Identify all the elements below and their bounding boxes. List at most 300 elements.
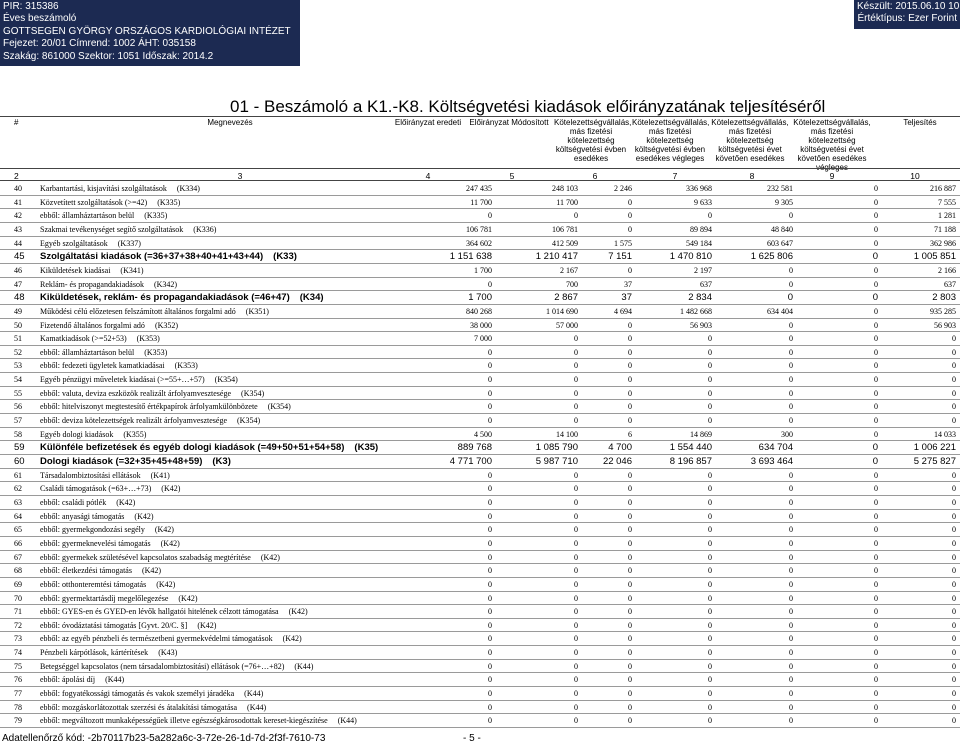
table-row (0, 319, 960, 332)
row-value: 5 987 710 (535, 456, 578, 467)
row-value: 0 (874, 470, 878, 480)
header-line: PIR: 315386 (3, 1, 59, 12)
col-modified: Előirányzat Módosított (469, 118, 549, 127)
header-line: Éves beszámoló (3, 13, 77, 25)
row-label-text: ebből: ápolási díj (40, 675, 96, 685)
row-label-text: ebből: deviza kötelezettségek realizált árfolyamvesztesége (40, 416, 228, 426)
row-value: 0 (708, 470, 712, 480)
row-value: 0 (628, 538, 632, 548)
row-value: 0 (789, 579, 793, 589)
row-value: 0 (874, 675, 878, 685)
row-value: 0 (708, 538, 712, 548)
row-label-text: Szolgáltatási kiadások (=36+37+38+40+41+43+44) (40, 251, 264, 263)
row-value: 0 (952, 334, 956, 344)
row-label (40, 634, 302, 643)
row-value: 0 (488, 702, 492, 712)
row-label-text: ebből: gyermekek születésével kapcsolatos szabadság megtérítése (40, 552, 251, 562)
row-value: 0 (952, 593, 956, 603)
row-value: 0 (874, 593, 878, 603)
row-label-text: ebből: családi pótlék (40, 497, 107, 507)
row-value: 0 (708, 361, 712, 371)
row-value: 7 151 (608, 251, 632, 263)
row-code: (K353) (174, 361, 198, 371)
row-number: 46 (14, 265, 22, 275)
row-label (40, 375, 238, 384)
row-label (40, 512, 154, 521)
row-value: 0 (488, 566, 492, 576)
row-label-text: ebből: otthonteremtési támogatás (40, 579, 147, 589)
row-value: 0 (488, 661, 492, 671)
table-row (0, 632, 960, 645)
row-value: 22 046 (602, 456, 632, 467)
row-number: 41 (14, 197, 22, 207)
row-code: (K35) (354, 442, 379, 454)
row-label (40, 539, 180, 548)
row-label (40, 471, 170, 480)
row-value: 1 700 (468, 292, 492, 304)
row-label (40, 594, 198, 603)
row-value: 0 (488, 279, 492, 289)
row-code: (K42) (178, 593, 198, 603)
row-value: 0 (952, 648, 956, 658)
row-value: 0 (789, 552, 793, 562)
col-number: 3 (237, 171, 243, 181)
row-value: 0 (628, 224, 632, 234)
row-value: 0 (789, 538, 793, 548)
row-value: 4 694 (614, 306, 632, 316)
row-value: 0 (628, 593, 632, 603)
row-value: 0 (789, 607, 793, 617)
row-value: 0 (574, 211, 578, 221)
row-value: 0 (789, 497, 793, 507)
row-value: 0 (789, 484, 793, 494)
col-number: 8 (749, 171, 755, 181)
row-label (40, 703, 266, 712)
table-row (0, 414, 960, 427)
table-row (0, 196, 960, 209)
row-value: 0 (952, 416, 956, 426)
table-row (0, 714, 960, 727)
row-value: 9 633 (694, 197, 712, 207)
row-value: 0 (787, 292, 793, 304)
row-label-text: ebből: valuta, deviza eszközök realizált árfolyamvesztesége (40, 388, 232, 398)
row-value: 0 (952, 634, 956, 644)
row-label (40, 334, 160, 343)
row-value: 0 (952, 661, 956, 671)
row-value: 37 (621, 292, 632, 304)
row-value: 37 (624, 279, 632, 289)
row-value: 637 (700, 279, 712, 289)
row-number: 51 (14, 334, 22, 344)
row-value: 56 903 (690, 320, 712, 330)
row-value: 247 435 (466, 184, 492, 193)
row-code: (K42) (154, 525, 174, 535)
row-value: 0 (952, 470, 956, 480)
footer-page-number: - 5 - (463, 733, 481, 744)
row-label (40, 716, 357, 725)
header-line: Készült: 2015.06.10 10:50 (857, 1, 973, 12)
row-value: 0 (574, 702, 578, 712)
row-number: 79 (14, 716, 22, 726)
row-value: 0 (708, 375, 712, 385)
row-number: 40 (14, 184, 22, 193)
row-value: 1 005 851 (913, 251, 956, 263)
table-row (0, 469, 960, 482)
row-code: (K342) (153, 279, 178, 289)
row-value: 14 869 (690, 429, 712, 439)
row-label-text: Egyéb dologi kiadások (40, 429, 114, 439)
row-value: 0 (874, 497, 878, 507)
row-code: (K44) (244, 689, 264, 699)
table-row (0, 441, 960, 454)
row-code: (K42) (288, 607, 308, 617)
row-value: 0 (872, 442, 878, 454)
table-row (0, 592, 960, 605)
row-value: 0 (574, 716, 578, 726)
table-row (0, 332, 960, 345)
row-value: 0 (488, 689, 492, 699)
row-value: 634 704 (758, 442, 793, 454)
row-code: (K42) (197, 620, 217, 630)
row-code: (K44) (337, 716, 357, 726)
row-code: (K42) (116, 497, 136, 507)
row-label (40, 607, 308, 616)
row-code: (K337) (117, 238, 141, 248)
row-value: 0 (789, 702, 793, 712)
row-value: 1 554 440 (669, 442, 712, 454)
row-value: 0 (874, 306, 878, 316)
row-value: 0 (488, 634, 492, 644)
row-value: 0 (488, 388, 492, 398)
row-value: 0 (874, 689, 878, 699)
row-value: 0 (952, 484, 956, 494)
row-value: 89 894 (690, 224, 712, 234)
header-line: Szakág: 861000 Szektor: 1051 Időszak: 2014.2 (3, 50, 214, 62)
row-number: 70 (14, 593, 22, 603)
row-value: 0 (628, 702, 632, 712)
table-row (0, 510, 960, 523)
row-value: 106 781 (552, 224, 578, 234)
row-value: 0 (874, 388, 878, 398)
col-commit-due: Kötelezettségvállalás, más fizetési kötelezettség költségvetési évben esedékes (554, 118, 632, 163)
row-label-text: ebből: államháztartáson belül (40, 347, 135, 357)
header-line: Értéktípus: Ezer Forint (857, 13, 957, 25)
row-label (40, 689, 263, 698)
table-row (0, 537, 960, 550)
table-row (0, 250, 960, 263)
row-value: 0 (789, 279, 793, 289)
table-row (0, 496, 960, 509)
row-code: (K355) (123, 429, 147, 439)
row-code: (K353) (136, 334, 160, 344)
row-value: 0 (574, 402, 578, 412)
row-value: 1 281 (938, 211, 956, 221)
row-value: 1 085 790 (535, 442, 578, 454)
row-value: 0 (789, 402, 793, 412)
row-value: 0 (708, 484, 712, 494)
row-number: 43 (14, 224, 22, 234)
row-value: 0 (628, 525, 632, 535)
row-value: 56 903 (934, 320, 956, 330)
col-number: 7 (672, 171, 678, 181)
row-value: 0 (574, 334, 578, 344)
row-value: 0 (628, 634, 632, 644)
row-label (40, 211, 167, 220)
report-title: 01 - Beszámoló a K1.-K8. Költségvetési kiadások előirányzatának teljesítéséről (230, 97, 826, 116)
row-value: 0 (874, 197, 878, 207)
row-value: 0 (708, 675, 712, 685)
row-value: 0 (708, 334, 712, 344)
row-code: (K43) (158, 648, 178, 658)
row-number: 64 (14, 511, 22, 521)
row-label-text: Különféle befizetések és egyéb dologi kiadások (=49+50+51+54+58) (40, 442, 345, 454)
row-value: 2 246 (614, 184, 632, 193)
row-value: 0 (874, 538, 878, 548)
row-value: 336 968 (686, 184, 712, 193)
row-value: 0 (628, 566, 632, 576)
row-number: 73 (14, 634, 22, 644)
row-value: 2 834 (688, 292, 712, 304)
table-row (0, 687, 960, 700)
row-number: 77 (14, 689, 22, 699)
row-value: 0 (789, 620, 793, 630)
row-value: 0 (628, 375, 632, 385)
row-code: (K42) (161, 484, 181, 494)
row-number: 55 (14, 388, 22, 398)
row-code: (K352) (154, 320, 179, 330)
row-value: 0 (574, 593, 578, 603)
row-value: 0 (874, 484, 878, 494)
row-value: 0 (628, 689, 632, 699)
row-value: 0 (952, 525, 956, 535)
row-number: 47 (14, 279, 22, 289)
row-label (40, 580, 175, 589)
row-code: (K334) (176, 184, 200, 193)
row-label-text: Kiküldetések, reklám- és propagandakiadások (=46+47) (40, 292, 290, 304)
row-value: 1 151 638 (449, 251, 492, 263)
row-label-text: ebből: megváltozott munkaképességűek illetve egészségkárosodottak kereset-kiegészítése (40, 716, 328, 726)
row-label-text: Betegséggel kapcsolatos (nem társadalombiztosítási) ellátások (=76+…+82) (40, 661, 285, 671)
row-value: 0 (708, 607, 712, 617)
table-row (0, 701, 960, 714)
row-label-text: ebből: gyermeknevelési támogatás (40, 538, 151, 548)
row-value: 0 (628, 497, 632, 507)
row-value: 2 867 (554, 292, 578, 304)
row-value: 0 (789, 347, 793, 357)
col-commit-due-final: Kötelezettségvállalás, más fizetési kötelezettség költségvetési évben esedékes végleges (632, 118, 710, 163)
row-value: 0 (628, 648, 632, 658)
col-number: 4 (425, 171, 431, 181)
row-label (40, 198, 180, 207)
row-value: 2 167 (560, 265, 578, 275)
table-row (0, 578, 960, 591)
row-value: 0 (708, 347, 712, 357)
table-row (0, 605, 960, 618)
col-fulfilment: Teljesítés (903, 118, 937, 127)
row-value: 0 (952, 607, 956, 617)
row-value: 0 (488, 347, 492, 357)
row-label (40, 484, 180, 493)
row-label-text: ebből: mozgáskorlátozottak szerzési és átalakítási támogatása (40, 702, 238, 712)
row-value: 0 (574, 525, 578, 535)
row-value: 0 (708, 579, 712, 589)
row-value: 4 771 700 (449, 456, 492, 467)
row-value: 14 033 (934, 429, 956, 439)
row-value: 0 (872, 456, 878, 467)
row-value: 0 (952, 675, 956, 685)
row-number: 49 (14, 306, 22, 316)
row-code: (K354) (214, 375, 238, 385)
col-original: Előirányzat eredeti (394, 118, 462, 127)
row-value: 0 (952, 552, 956, 562)
row-value: 0 (952, 716, 956, 726)
header-line: Fejezet: 20/01 Címrend: 1002 ÁHT: 035158 (3, 38, 196, 50)
row-label-text: Társadalombiztosítási ellátások (40, 470, 141, 480)
row-label (40, 389, 264, 398)
row-value: 603 647 (767, 238, 793, 248)
row-label (40, 430, 146, 439)
row-value: 0 (628, 211, 632, 221)
header-right (854, 0, 973, 29)
table-row (0, 237, 960, 250)
row-value: 0 (952, 689, 956, 699)
row-code: (K354) (241, 388, 265, 398)
row-number: 44 (14, 238, 22, 248)
row-value: 0 (952, 538, 956, 548)
row-value: 0 (628, 402, 632, 412)
row-value: 14 100 (556, 429, 578, 439)
row-value: 300 (781, 429, 793, 439)
row-value: 0 (789, 525, 793, 535)
row-number: 53 (14, 361, 22, 371)
row-number: 59 (14, 442, 25, 454)
row-value: 0 (574, 634, 578, 644)
row-value: 0 (628, 607, 632, 617)
row-code: (K44) (105, 675, 125, 685)
table-row (0, 278, 960, 291)
row-value: 0 (708, 402, 712, 412)
row-value: 248 103 (552, 184, 578, 193)
row-code: (K42) (282, 634, 302, 644)
row-value: 0 (708, 716, 712, 726)
row-value: 0 (789, 416, 793, 426)
row-value: 0 (628, 484, 632, 494)
table-row (0, 428, 960, 441)
row-value: 0 (488, 607, 492, 617)
row-value: 0 (789, 361, 793, 371)
row-value: 0 (874, 716, 878, 726)
row-value: 0 (488, 552, 492, 562)
row-value: 0 (488, 648, 492, 658)
table-row (0, 673, 960, 686)
row-label (40, 184, 200, 193)
row-code: (K42) (134, 511, 154, 521)
row-code: (K34) (299, 292, 324, 304)
row-label-text: Családi támogatások (=63+…+73) (40, 484, 152, 494)
row-value: 0 (789, 511, 793, 521)
row-value: 2 197 (694, 265, 712, 275)
row-code: (K354) (237, 416, 261, 426)
row-label-text: Kiküldetések kiadásai (40, 265, 111, 275)
row-value: 0 (872, 251, 878, 263)
row-label-text: ebből: anyasági támogatás (40, 511, 125, 521)
row-value: 0 (789, 375, 793, 385)
row-value: 0 (628, 716, 632, 726)
row-value: 0 (574, 511, 578, 521)
row-value: 889 768 (457, 442, 492, 454)
table-row (0, 346, 960, 359)
row-value: 48 840 (771, 224, 793, 234)
row-value: 0 (789, 661, 793, 671)
row-value: 0 (488, 620, 492, 630)
row-divider (0, 727, 960, 728)
row-number: 65 (14, 525, 22, 535)
row-label (40, 321, 178, 330)
row-value: 0 (708, 661, 712, 671)
row-value: 0 (789, 211, 793, 221)
row-value: 1 700 (474, 265, 492, 275)
row-label (40, 225, 216, 234)
row-value: 0 (488, 402, 492, 412)
row-value: 9 305 (775, 197, 793, 207)
row-label-text: ebből: GYES-en és GYED-en lévők hallgatói hitelének célzott támogatása (40, 607, 279, 617)
row-value: 6 (628, 429, 632, 439)
row-value: 0 (574, 484, 578, 494)
row-value: 0 (874, 361, 878, 371)
row-value: 0 (628, 197, 632, 207)
row-value: 0 (488, 470, 492, 480)
row-value: 11 700 (470, 197, 492, 207)
row-label-text: ebből: hitelviszonyt megtestesítő értékpapírok árfolyamkülönbözete (40, 402, 258, 412)
row-value: 549 184 (686, 238, 712, 248)
table-row (0, 482, 960, 495)
row-value: 0 (574, 497, 578, 507)
row-number: 42 (14, 211, 22, 221)
row-number: 72 (14, 620, 22, 630)
row-value: 0 (952, 579, 956, 589)
row-value: 0 (488, 211, 492, 221)
row-value: 5 275 827 (913, 456, 956, 467)
row-value: 0 (789, 689, 793, 699)
row-code: (K351) (245, 306, 269, 316)
row-code: (K33) (273, 251, 297, 263)
row-label (40, 416, 260, 425)
row-label-text: ebből: óvodáztatási támogatás [Gyvt. 20/C. §] (40, 620, 188, 630)
row-value: 0 (789, 334, 793, 344)
row-value: 0 (574, 470, 578, 480)
col-hash: # (14, 118, 19, 127)
row-value: 0 (488, 361, 492, 371)
row-value: 71 188 (934, 224, 956, 234)
row-value: 0 (874, 334, 878, 344)
row-value: 0 (789, 265, 793, 275)
row-number: 45 (14, 251, 25, 263)
row-value: 0 (574, 416, 578, 426)
row-number: 58 (14, 429, 22, 439)
row-value: 0 (574, 620, 578, 630)
table-row (0, 305, 960, 318)
row-value: 11 700 (556, 197, 578, 207)
row-value: 0 (874, 525, 878, 535)
row-value: 700 (566, 279, 578, 289)
row-code: (K44) (247, 702, 267, 712)
row-value: 0 (628, 675, 632, 685)
row-value: 0 (874, 224, 878, 234)
row-label (40, 442, 378, 453)
row-value: 0 (708, 566, 712, 576)
row-value: 0 (874, 566, 878, 576)
row-value: 0 (708, 634, 712, 644)
